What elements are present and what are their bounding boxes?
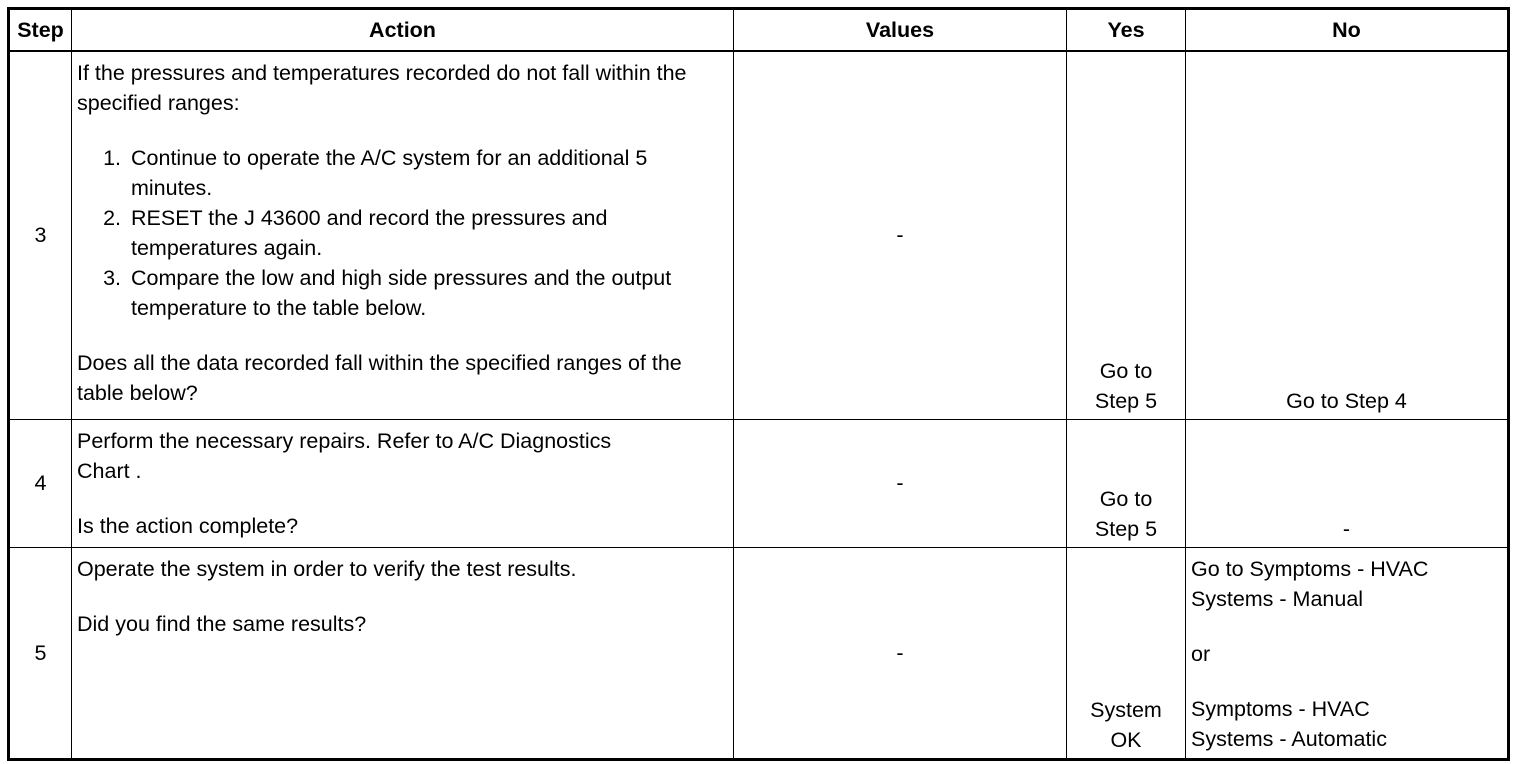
table-row [9,419,1509,547]
header-values: Values [734,9,1067,52]
table-header-row [9,9,1509,52]
action-step: 1. Continue to operate the A/C system for an additional 5 minutes. [127,143,728,203]
action-step: 3. Compare the low and high side pressures and the output temperature to the table below. [127,263,728,323]
header-step: Step [9,9,72,52]
action-steps-list [77,143,728,323]
no-cell [1186,547,1509,759]
values-cell: - [734,419,1067,547]
yes-cell [1067,547,1186,759]
yes-line: System [1090,697,1162,722]
yes-line: Step 5 [1094,388,1158,413]
action-question: Is the action complete? [77,513,299,538]
step-number: 4 [9,419,72,547]
action-cell [72,547,734,759]
header-no: No [1186,9,1509,52]
yes-cell [1067,419,1186,547]
action-question: Does all the data recorded fall within the specified ranges of the table below? [77,351,682,405]
values-cell: - [734,51,1067,419]
step-number: 3 [9,51,72,419]
values-cell: - [734,547,1067,759]
yes-line: Go to [1099,358,1153,383]
table-row [9,51,1509,419]
no-cell: Go to Step 4 [1186,51,1509,419]
yes-line: Go to [1099,486,1153,511]
yes-cell [1067,51,1186,419]
no-option: Go to Symptoms - HVAC Systems - Manual [1191,556,1429,611]
header-yes: Yes [1067,9,1186,52]
action-intro: Operate the system in order to verify the test results. [77,556,577,581]
action-intro: If the pressures and temperatures recorded do not fall within the specified ranges: [77,61,687,115]
no-option: Symptoms - HVAC Systems - Automatic [1191,696,1387,751]
action-intro: Perform the necessary repairs. Refer to A/C Diagnostics Chart . [77,428,612,483]
no-cell: - [1186,419,1509,547]
header-action: Action [72,9,734,52]
action-step: 2. RESET the J 43600 and record the pressures and temperatures again. [127,203,728,263]
yes-line: Step 5 [1094,516,1158,541]
action-cell [72,419,734,547]
table-row [9,547,1509,759]
no-option: or [1191,641,1211,666]
action-cell [72,51,734,419]
diagnostic-table-container [7,7,1510,761]
diagnostic-table [7,7,1510,761]
yes-line: OK [1110,727,1142,752]
step-number: 5 [9,547,72,759]
action-question: Did you find the same results? [77,611,367,636]
